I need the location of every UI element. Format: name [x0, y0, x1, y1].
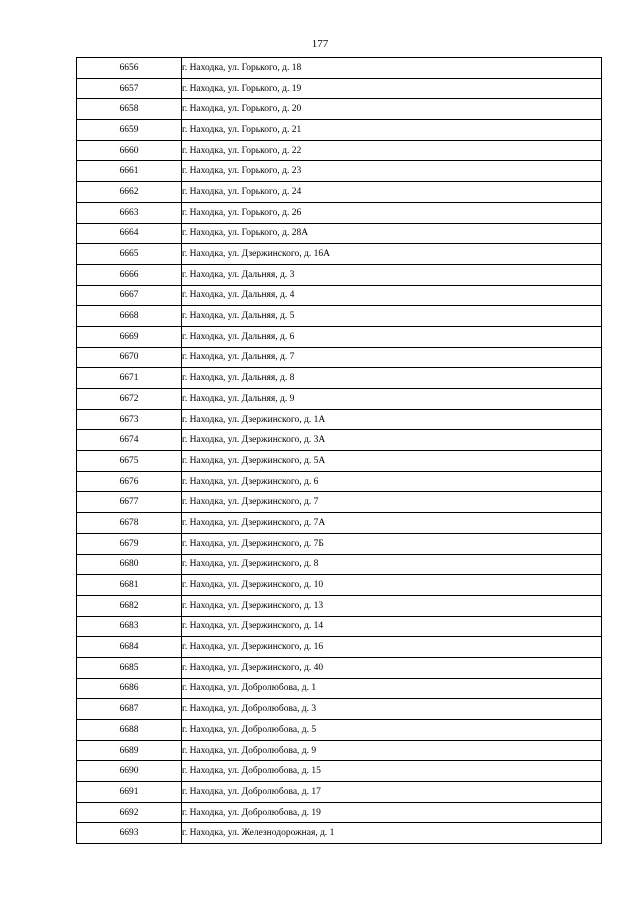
address-cell: г. Находка, ул. Дзержинского, д. 7Б [182, 533, 602, 554]
address-cell: г. Находка, ул. Дзержинского, д. 14 [182, 616, 602, 637]
row-number-cell: 6667 [77, 285, 182, 306]
row-number-cell: 6692 [77, 802, 182, 823]
address-cell: г. Находка, ул. Дзержинского, д. 5А [182, 451, 602, 472]
address-cell: г. Находка, ул. Дзержинского, д. 6 [182, 471, 602, 492]
table-row [77, 182, 602, 203]
address-cell: г. Находка, ул. Дзержинского, д. 13 [182, 595, 602, 616]
address-cell: г. Находка, ул. Горького, д. 18 [182, 58, 602, 79]
address-cell: г. Находка, ул. Горького, д. 23 [182, 161, 602, 182]
row-number-cell: 6680 [77, 554, 182, 575]
table-row [77, 699, 602, 720]
table-row [77, 306, 602, 327]
row-number-cell: 6679 [77, 533, 182, 554]
row-number-cell: 6686 [77, 678, 182, 699]
table-row [77, 140, 602, 161]
table-row [77, 326, 602, 347]
table-row [77, 761, 602, 782]
table-row [77, 720, 602, 741]
row-number-cell: 6690 [77, 761, 182, 782]
table-row [77, 595, 602, 616]
row-number-cell: 6677 [77, 492, 182, 513]
address-cell: г. Находка, ул. Добролюбова, д. 3 [182, 699, 602, 720]
table-row [77, 533, 602, 554]
row-number-cell: 6691 [77, 782, 182, 803]
row-number-cell: 6678 [77, 513, 182, 534]
table-row [77, 492, 602, 513]
address-cell: г. Находка, ул. Дальняя, д. 3 [182, 264, 602, 285]
table-row [77, 451, 602, 472]
address-cell: г. Находка, ул. Добролюбова, д. 9 [182, 740, 602, 761]
table-row [77, 161, 602, 182]
row-number-cell: 6670 [77, 347, 182, 368]
row-number-cell: 6671 [77, 368, 182, 389]
table-row [77, 802, 602, 823]
address-cell: г. Находка, ул. Добролюбова, д. 19 [182, 802, 602, 823]
address-cell: г. Находка, ул. Дальняя, д. 6 [182, 326, 602, 347]
table-row [77, 575, 602, 596]
address-cell: г. Находка, ул. Дальняя, д. 9 [182, 389, 602, 410]
address-cell: г. Находка, ул. Железнодорожная, д. 1 [182, 823, 602, 844]
row-number-cell: 6665 [77, 244, 182, 265]
row-number-cell: 6675 [77, 451, 182, 472]
table-row [77, 471, 602, 492]
address-cell: г. Находка, ул. Добролюбова, д. 17 [182, 782, 602, 803]
address-cell: г. Находка, ул. Дзержинского, д. 1А [182, 409, 602, 430]
table-row [77, 285, 602, 306]
table-row [77, 554, 602, 575]
row-number-cell: 6687 [77, 699, 182, 720]
table-row [77, 78, 602, 99]
row-number-cell: 6685 [77, 657, 182, 678]
row-number-cell: 6666 [77, 264, 182, 285]
address-cell: г. Находка, ул. Дзержинского, д. 3А [182, 430, 602, 451]
table-row [77, 637, 602, 658]
row-number-cell: 6663 [77, 202, 182, 223]
address-table-body [77, 58, 602, 844]
address-cell: г. Находка, ул. Горького, д. 28А [182, 223, 602, 244]
row-number-cell: 6689 [77, 740, 182, 761]
table-row [77, 202, 602, 223]
address-cell: г. Находка, ул. Горького, д. 26 [182, 202, 602, 223]
row-number-cell: 6660 [77, 140, 182, 161]
address-cell: г. Находка, ул. Дальняя, д. 7 [182, 347, 602, 368]
page-number: 177 [311, 38, 329, 50]
table-row [77, 244, 602, 265]
row-number-cell: 6664 [77, 223, 182, 244]
row-number-cell: 6681 [77, 575, 182, 596]
address-cell: г. Находка, ул. Дзержинского, д. 16 [182, 637, 602, 658]
row-number-cell: 6682 [77, 595, 182, 616]
address-cell: г. Находка, ул. Дальняя, д. 4 [182, 285, 602, 306]
row-number-cell: 6672 [77, 389, 182, 410]
row-number-cell: 6661 [77, 161, 182, 182]
address-cell: г. Находка, ул. Дальняя, д. 8 [182, 368, 602, 389]
row-number-cell: 6668 [77, 306, 182, 327]
table-row [77, 120, 602, 141]
address-cell: г. Находка, ул. Дзержинского, д. 7 [182, 492, 602, 513]
row-number-cell: 6688 [77, 720, 182, 741]
table-row [77, 657, 602, 678]
row-number-cell: 6674 [77, 430, 182, 451]
table-row [77, 430, 602, 451]
row-number-cell: 6683 [77, 616, 182, 637]
table-row [77, 223, 602, 244]
table-row [77, 347, 602, 368]
address-cell: г. Находка, ул. Горького, д. 20 [182, 99, 602, 120]
row-number-cell: 6669 [77, 326, 182, 347]
address-cell: г. Находка, ул. Дзержинского, д. 16А [182, 244, 602, 265]
row-number-cell: 6676 [77, 471, 182, 492]
row-number-cell: 6693 [77, 823, 182, 844]
address-cell: г. Находка, ул. Добролюбова, д. 15 [182, 761, 602, 782]
address-cell: г. Находка, ул. Дзержинского, д. 7А [182, 513, 602, 534]
table-row [77, 782, 602, 803]
table-row [77, 678, 602, 699]
address-cell: г. Находка, ул. Дальняя, д. 5 [182, 306, 602, 327]
address-cell: г. Находка, ул. Дзержинского, д. 40 [182, 657, 602, 678]
row-number-cell: 6658 [77, 99, 182, 120]
address-cell: г. Находка, ул. Горького, д. 21 [182, 120, 602, 141]
table-row [77, 740, 602, 761]
row-number-cell: 6673 [77, 409, 182, 430]
table-row [77, 368, 602, 389]
table-row [77, 389, 602, 410]
address-cell: г. Находка, ул. Горького, д. 19 [182, 78, 602, 99]
table-row [77, 409, 602, 430]
address-cell: г. Находка, ул. Дзержинского, д. 8 [182, 554, 602, 575]
row-number-cell: 6662 [77, 182, 182, 203]
address-table [76, 57, 602, 844]
table-row [77, 823, 602, 844]
address-cell: г. Находка, ул. Дзержинского, д. 10 [182, 575, 602, 596]
address-cell: г. Находка, ул. Горького, д. 22 [182, 140, 602, 161]
row-number-cell: 6659 [77, 120, 182, 141]
table-row [77, 616, 602, 637]
table-row [77, 264, 602, 285]
row-number-cell: 6657 [77, 78, 182, 99]
address-cell: г. Находка, ул. Добролюбова, д. 1 [182, 678, 602, 699]
table-row [77, 513, 602, 534]
row-number-cell: 6684 [77, 637, 182, 658]
row-number-cell: 6656 [77, 58, 182, 79]
address-cell: г. Находка, ул. Горького, д. 24 [182, 182, 602, 203]
table-row [77, 99, 602, 120]
address-cell: г. Находка, ул. Добролюбова, д. 5 [182, 720, 602, 741]
table-row [77, 58, 602, 79]
